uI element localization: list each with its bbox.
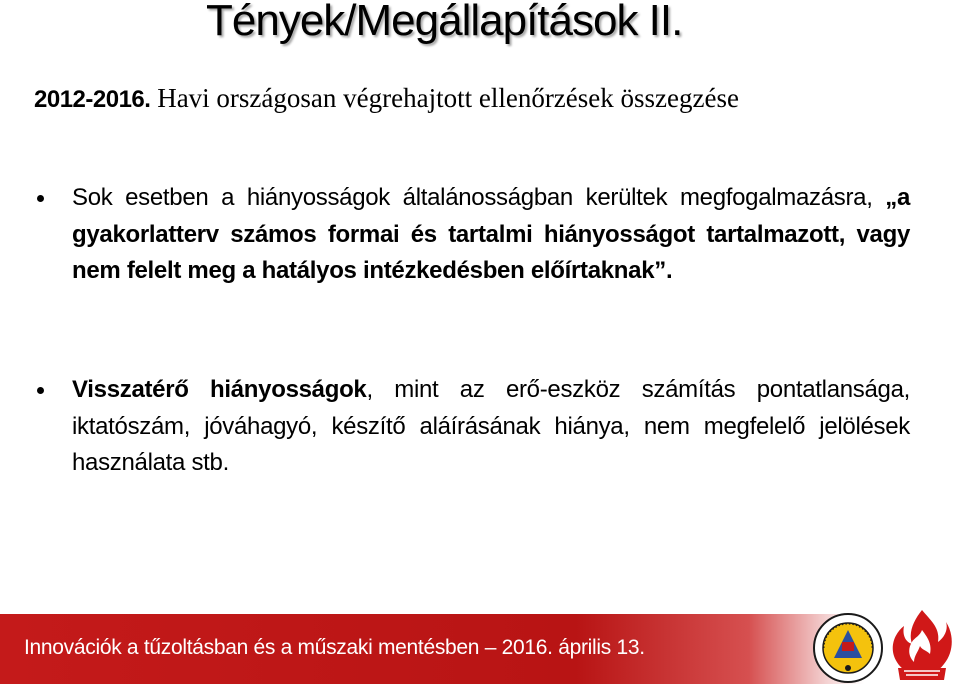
bullet-1-quote: „a gyakorlatterv számos formai és tartalmi hiányosságot tartalmazott, vagy nem felelt meg a hatályos intézkedésben előírtaknak”.	[72, 184, 910, 284]
bullet-dot-icon	[37, 195, 44, 202]
bullet-item-2	[72, 372, 910, 482]
bullet-dot-icon	[37, 387, 44, 394]
bullet-2-text: , mint az erő-eszköz számítás pontatlansága, iktatószám, jóváhagyó, készítő aláírásának hiánya, nem megfelelő jelölések használata stb.	[72, 376, 910, 476]
subtitle-text: Havi országosan végrehajtott ellenőrzések összegzése	[150, 83, 739, 113]
subtitle-years: 2012-2016.	[34, 86, 151, 113]
bullet-item-1	[72, 180, 910, 290]
fire-association-seal-icon	[812, 612, 884, 684]
slide-title: Tények/Megállapítások II.	[206, 0, 683, 45]
bullet-2-bold: Visszatérő hiányosságok	[72, 376, 367, 403]
footer-text: Innovációk a tűzoltásban és a műszaki mentésben – 2016. április 13.	[24, 636, 645, 659]
bullet-1-text: Sok esetben a hiányosságok általánosságban kerültek megfogalmazásra,	[72, 184, 886, 211]
flame-logo-icon	[888, 608, 956, 684]
slide-subtitle	[34, 83, 739, 114]
